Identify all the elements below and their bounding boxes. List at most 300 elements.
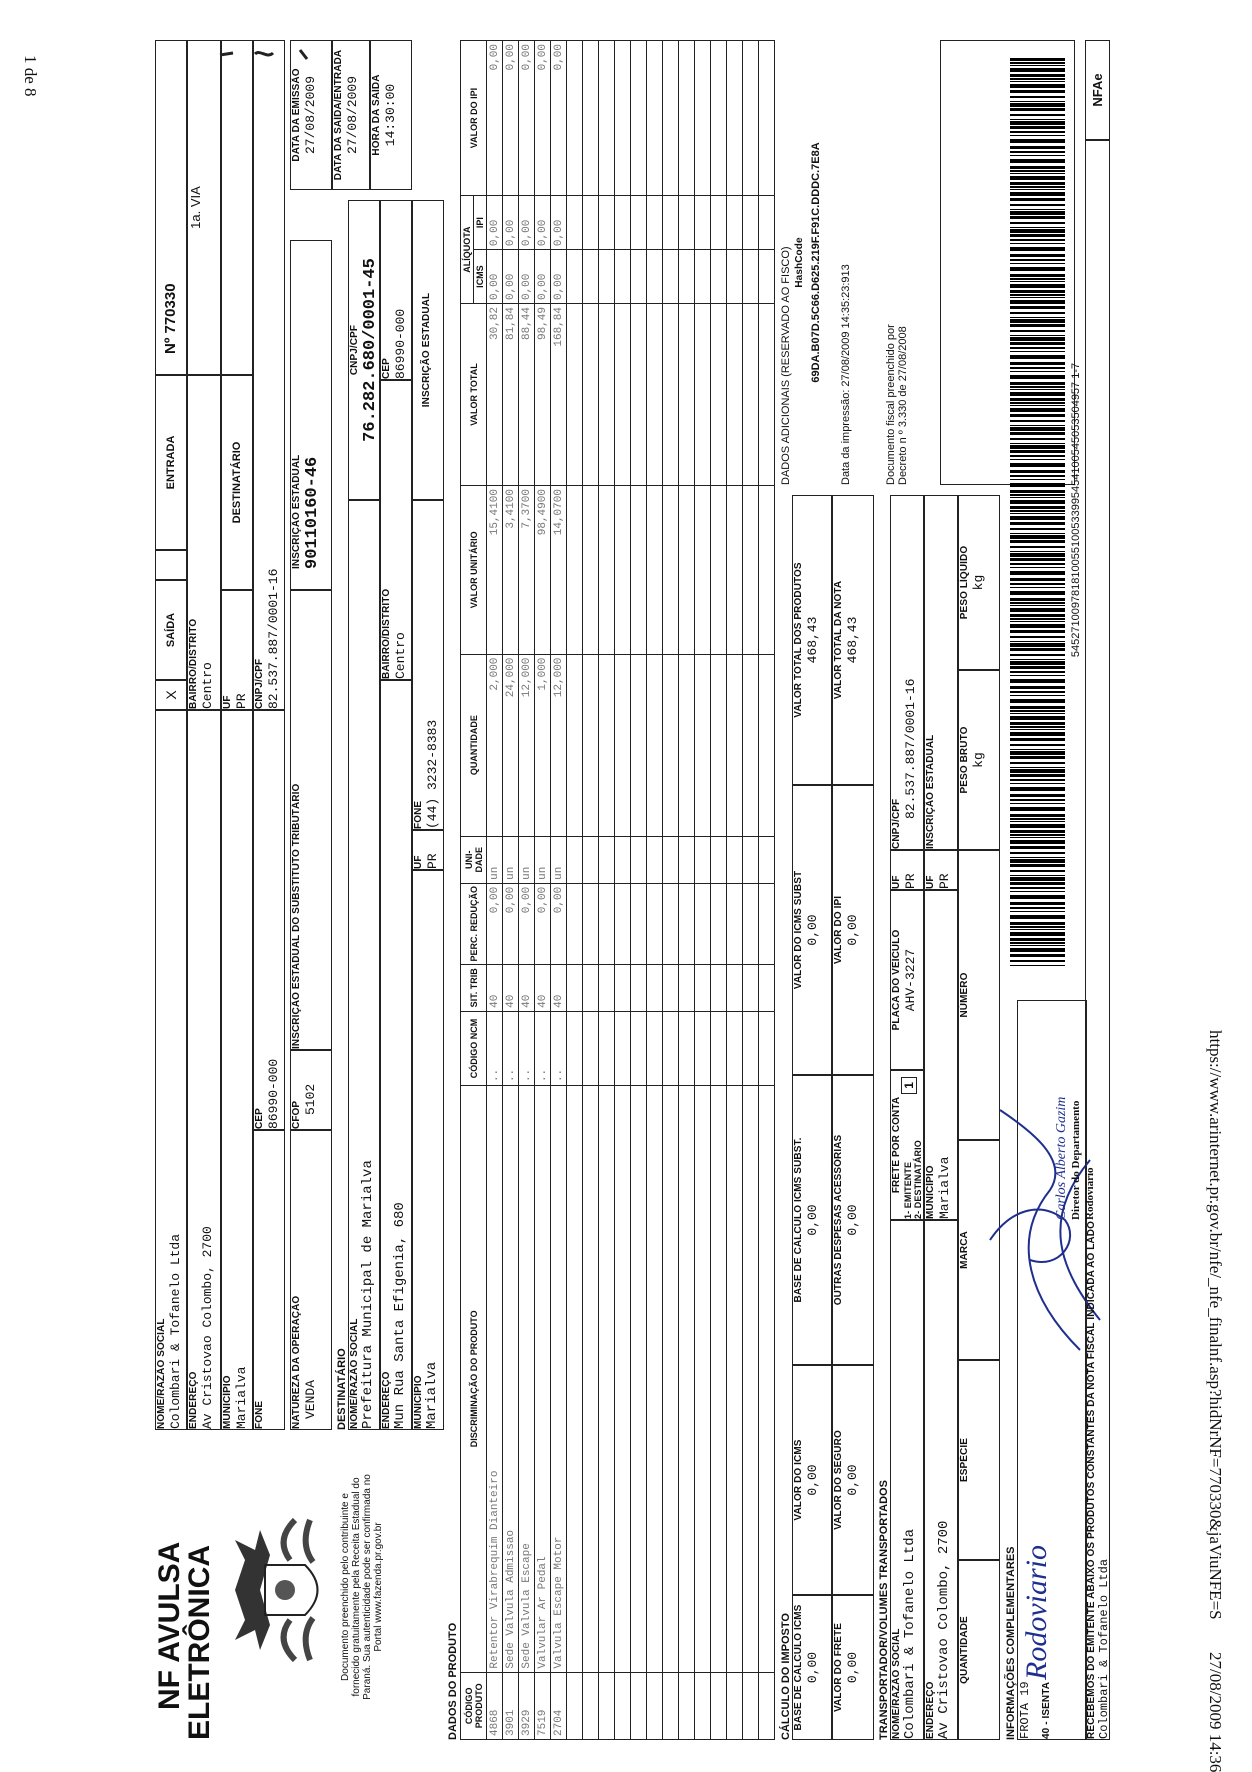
barcode-bar: [1010, 666, 1065, 669]
quantidade-box: [958, 1560, 1000, 1740]
print-datetime: 27/08/2009 14:36: [1206, 1652, 1225, 1772]
table-cell-empty: [727, 836, 743, 883]
col-descricao: DISCRIMINAÇÃO DO PRODUTO: [461, 1086, 487, 1673]
table-cell-empty: [743, 1011, 759, 1085]
table-row-empty: [663, 41, 679, 1740]
barcode-bar: [1010, 490, 1065, 493]
table-cell-empty: [743, 486, 759, 655]
barcode-bar: [1010, 659, 1065, 660]
transp-cnpj: 82.537.887/0001-16: [903, 678, 918, 819]
table-row-empty: [583, 41, 599, 1740]
frete-conta-box: [890, 1070, 924, 1220]
barcode-bar: [1010, 578, 1065, 581]
emitente-cnpj-box: [253, 40, 285, 710]
ie-label: INSCRIÇÃO ESTADUAL: [291, 454, 302, 569]
col-sit: SIT. TRIB: [461, 964, 487, 1011]
table-cell-empty: [599, 836, 615, 883]
table-cell-vipi: 0,00: [487, 41, 503, 196]
barcode-bar: [1010, 243, 1065, 244]
table-cell-empty: [679, 250, 695, 304]
table-cell-descricao: Retentor Virabrequim Dianteiro: [487, 1086, 503, 1673]
page-count: 1 de 8: [21, 55, 40, 97]
table-cell-empty: [743, 654, 759, 836]
table-cell-empty: [711, 1011, 727, 1085]
barcode-bar: [1010, 170, 1065, 172]
barcode-bar: [1010, 661, 1065, 665]
emitente-uf-box: [221, 590, 253, 710]
barcode-bar: [1010, 834, 1065, 836]
barcode-bar: [1010, 716, 1065, 720]
barcode-bar: [1010, 306, 1065, 309]
barcode-bar: [1010, 420, 1065, 422]
transp-uf: PR: [903, 873, 918, 889]
stamp-line3: Rodoviário: [1084, 1167, 1096, 1220]
barcode-bar: [1010, 312, 1065, 314]
barcode-bar: [1010, 459, 1065, 460]
table-cell-empty: [679, 654, 695, 836]
barcode-bar: [1010, 699, 1065, 703]
table-cell-empty: [759, 964, 775, 1011]
table-cell-empty: [583, 654, 599, 836]
doc-title-line1: NF AVULSA: [153, 1541, 186, 1710]
table-cell-empty: [743, 964, 759, 1011]
table-cell-un: un: [551, 836, 567, 883]
barcode-bar: [1010, 875, 1065, 876]
barcode-bar: [1010, 846, 1065, 849]
table-cell-empty: [695, 836, 711, 883]
barcode-bar: [1010, 402, 1065, 404]
dest-ie-box: [412, 200, 444, 500]
placa-box: [890, 890, 924, 1070]
table-cell-empty: [695, 883, 711, 964]
transp-ie-box: [924, 495, 958, 850]
barcode-bar: [1010, 814, 1065, 817]
transp-uf2-box: [924, 850, 958, 890]
table-cell-empty: [599, 654, 615, 836]
barcode-bar: [1010, 475, 1065, 477]
barcode-bar: [1010, 948, 1065, 952]
barcode-bar: [1010, 945, 1065, 946]
table-cell-codigo: 4868: [487, 1672, 503, 1739]
table-cell-empty: [663, 196, 679, 250]
barcode-bar: [1010, 877, 1065, 881]
total-produtos: 468,43: [805, 616, 820, 664]
barcode-bar: [1010, 506, 1065, 509]
quantidade-label: QUANTIDADE: [959, 1616, 970, 1684]
dest-fone-box: [412, 500, 444, 830]
emitente-cep-label: CEP: [254, 1108, 265, 1129]
dest-cnpj-label: CNPJ/CPF: [349, 324, 360, 376]
table-cell-empty: [615, 41, 631, 196]
seguro: 0,00: [845, 1464, 860, 1496]
table-row-empty: [743, 41, 759, 1740]
table-cell-empty: [727, 883, 743, 964]
barcode-bar: [1010, 608, 1065, 612]
table-cell-empty: [599, 196, 615, 250]
barcode-bar: [1010, 567, 1065, 568]
table-row-empty: [567, 41, 583, 1740]
ie-subst-box: [290, 590, 332, 1050]
table-row-empty: [599, 41, 615, 1740]
parana-crest-icon: [225, 1500, 335, 1680]
table-cell-qtd: 12,000: [551, 654, 567, 836]
table-cell-vipi: 0,00: [551, 41, 567, 196]
table-cell-empty: [631, 964, 647, 1011]
barcode-bar: [1010, 173, 1065, 174]
table-cell-empty: [711, 964, 727, 1011]
outras-label: OUTRAS DESPESAS ACESSÓRIAS: [833, 1134, 844, 1306]
imposto-section-label: CÁLCULO DO IMPOSTO: [780, 1613, 792, 1740]
table-cell-empty: [695, 1011, 711, 1085]
table-cell-empty: [631, 304, 647, 486]
transporte-section-label: TRANSPORTADOR/VOLUMES TRANSPORTADOS: [878, 1480, 890, 1740]
table-cell-empty: [711, 304, 727, 486]
via-box: [187, 40, 221, 375]
dest-fone-label: FONE: [413, 800, 424, 829]
table-cell-empty: [727, 1672, 743, 1739]
barcode-bar: [1010, 425, 1065, 426]
barcode-bar: [1010, 204, 1065, 206]
data-saida-box: [332, 40, 370, 190]
barcode-bar: [1010, 516, 1065, 520]
ipi: 0,00: [845, 914, 860, 946]
table-cell-un: un: [535, 836, 551, 883]
barcode-bar: [1010, 960, 1065, 962]
table-cell-empty: [759, 250, 775, 304]
transp-nome-label: NOME/RAZÃO SOCIAL: [891, 1628, 902, 1739]
barcode-bar: [1010, 587, 1065, 588]
table-cell-empty: [759, 1086, 775, 1673]
barcode-bar: [1010, 528, 1065, 530]
barcode-bar: [1010, 386, 1065, 388]
barcode-bar: [1010, 535, 1065, 539]
total-produtos-label: VALOR TOTAL DOS PRODUTOS: [793, 562, 804, 718]
table-cell-empty: [567, 883, 583, 964]
col-aliquota: ALÍQUOTA: [461, 196, 474, 304]
transp-nome-box: [890, 1220, 924, 1740]
placa-label: PLACA DO VEÍCULO: [891, 929, 902, 1031]
table-cell-empty: [679, 836, 695, 883]
outras: 0,00: [845, 1204, 860, 1236]
dest-municipio: Marialva: [424, 1361, 440, 1429]
barcode-bar: [1010, 787, 1065, 791]
barcode-bar: [1010, 375, 1065, 379]
saida-label: SAÍDA: [155, 580, 187, 680]
barcode-bar: [1010, 636, 1065, 638]
transp-endereco-label: ENDEREÇO: [925, 1681, 936, 1739]
emitente-fone-label: FONE: [254, 1400, 265, 1429]
nf-avulsa-document: [150, 40, 1110, 1740]
table-cell-empty: [631, 1011, 647, 1085]
ie-subst-label: INSCRIÇÃO ESTADUAL DO SUBSTITUTO TRIBUTÁRIO: [291, 783, 302, 1049]
table-row-empty: [695, 41, 711, 1740]
barcode-bar: [1010, 135, 1065, 136]
barcode-bar: [1010, 479, 1065, 480]
table-cell-empty: [663, 486, 679, 655]
dest-endereco: Mun Rua Santa Efigenia, 680: [392, 1202, 408, 1429]
table-cell-empty: [599, 883, 615, 964]
table-cell-unit: 7,3700: [519, 486, 535, 655]
dest-cnpj: 76.282.680/0001-45: [361, 258, 380, 442]
barcode-bar: [1010, 146, 1065, 149]
barcode-bar: [1010, 630, 1065, 633]
barcode-bar: [1010, 738, 1065, 741]
barcode-bar: [1010, 954, 1065, 957]
emitente-name-label: NOME/RAZÃO SOCIAL: [156, 1318, 167, 1429]
table-cell-sit: 40: [535, 964, 551, 1011]
table-cell-empty: [663, 1086, 679, 1673]
barcode-bar: [1010, 551, 1065, 552]
table-cell-qtd: 12,000: [519, 654, 535, 836]
table-cell-empty: [615, 836, 631, 883]
table-cell-icms: 0,00: [535, 250, 551, 304]
col-ncm: CÓDIGO NCM: [461, 1011, 487, 1085]
peso-liquido-box: [958, 495, 1000, 670]
barcode-bar: [1010, 591, 1065, 595]
barcode-bar: [1010, 330, 1065, 332]
table-cell-vipi: 0,00: [535, 41, 551, 196]
table-row-empty: [647, 41, 663, 1740]
barcode-bar: [1010, 131, 1065, 133]
hashcode-block: [794, 40, 824, 485]
table-cell-empty: [663, 883, 679, 964]
table-cell-empty: [711, 250, 727, 304]
table-cell-total: 168,84: [551, 304, 567, 486]
transp-municipio-label: MUNICÍPIO: [925, 1165, 936, 1219]
barcode-bar: [1010, 864, 1065, 867]
table-cell-empty: [615, 486, 631, 655]
table-cell-empty: [743, 1086, 759, 1673]
col-qtd: QUANTIDADE: [461, 654, 487, 836]
barcode-bar: [1010, 807, 1065, 811]
table-cell-empty: [727, 964, 743, 1011]
barcode-bar: [1010, 342, 1065, 345]
table-cell-descricao: Valvular Ar Pedal: [535, 1086, 551, 1673]
barcode-bar: [1010, 470, 1065, 473]
barcode-bar: [1010, 267, 1065, 271]
hora-saida-box: [370, 40, 412, 190]
table-cell-empty: [663, 1672, 679, 1739]
barcode-bar: [1010, 84, 1065, 88]
barcode-bar: [1010, 830, 1065, 833]
table-row-empty: [679, 41, 695, 1740]
dest-bairro-label: BAIRRO/DISTRITO: [381, 588, 392, 679]
barcode-bar: [1010, 483, 1065, 487]
dest-nome: Prefeitura Municipal de Marialva: [360, 1160, 376, 1429]
table-cell-empty: [631, 883, 647, 964]
barcode-bar: [1010, 445, 1065, 449]
base-icms-label: BASE DE CÁLCULO ICMS: [793, 1604, 804, 1731]
table-cell-descricao: Valvula Escape Motor: [551, 1086, 567, 1673]
barcode-bar: [1010, 281, 1065, 282]
table-cell-empty: [583, 196, 599, 250]
barcode-bar: [1010, 101, 1065, 102]
barcode-bar: [1010, 216, 1065, 219]
table-cell-ipi: 0,00: [487, 196, 503, 250]
dest-nome-box: [348, 500, 380, 1430]
barcode-bar: [1010, 938, 1065, 941]
table-cell-empty: [583, 486, 599, 655]
table-cell-empty: [647, 304, 663, 486]
table-row-empty: [727, 41, 743, 1740]
hashcode: 69DA.B07D.5C66.D625.219F.F91C.DDDC.7E8A: [810, 142, 822, 383]
table-cell-empty: [727, 196, 743, 250]
emitente-municipio: Marialva: [234, 1366, 249, 1429]
table-cell-empty: [615, 883, 631, 964]
peso-bruto-label: PESO BRUTO: [959, 726, 970, 794]
data-emissao-label: DATA DA EMISSÃO: [291, 68, 302, 162]
table-cell-empty: [599, 1011, 615, 1085]
barcode-bar: [1010, 744, 1065, 746]
table-cell-qtd: 1,000: [535, 654, 551, 836]
dest-fone: (44) 3232-8383: [425, 719, 440, 829]
total-nota-label: VALOR TOTAL DA NOTA: [833, 580, 844, 700]
dest-cep-label: CEP: [381, 358, 392, 379]
barcode-bar: [1010, 367, 1065, 369]
table-cell-empty: [567, 1672, 583, 1739]
barcode-bar: [1010, 553, 1065, 557]
base-icms: 0,00: [805, 1651, 820, 1684]
barcode-bar: [1010, 227, 1065, 228]
table-cell-qtd: 2,000: [487, 654, 503, 836]
emitente-bairro-label: BAIRRO/DISTRITO: [188, 618, 199, 709]
table-cell-empty: [647, 250, 663, 304]
table-cell-empty: [743, 304, 759, 486]
barcode-bar: [1010, 767, 1065, 768]
barcode-bar: [1010, 65, 1065, 66]
table-cell-perc: 0,00: [535, 883, 551, 964]
table-cell-empty: [743, 41, 759, 196]
barcode-bar: [1010, 68, 1065, 72]
stamp-line2: Diretor do Departamento: [1070, 1100, 1082, 1220]
barcode-bar: [1010, 222, 1065, 224]
table-cell-empty: [695, 250, 711, 304]
table-cell-un: un: [519, 836, 535, 883]
table-cell-empty: [695, 41, 711, 196]
barcode-bar: [1010, 355, 1065, 359]
barcode-bar: [1010, 915, 1065, 919]
barcode-bar: [1010, 211, 1065, 215]
barcode-icon: [1010, 50, 1065, 970]
barcode-bar: [1010, 621, 1065, 622]
table-row: [551, 41, 567, 1740]
frete-opt1: 1- EMITENTE: [903, 1161, 913, 1219]
barcode-bar: [1010, 300, 1065, 304]
table-cell-empty: [583, 41, 599, 196]
barcode-bar: [1010, 347, 1065, 349]
barcode-bar: [1010, 598, 1065, 601]
barcode-bar: [1010, 74, 1065, 77]
base-subst-box: [792, 1075, 832, 1365]
barcode-bar: [1010, 414, 1065, 417]
table-cell-empty: [631, 41, 647, 196]
barcode-bar: [1010, 438, 1065, 440]
table-cell-total: 88,44: [519, 304, 535, 486]
table-cell-empty: [647, 196, 663, 250]
frete-conta: 1: [901, 1077, 917, 1094]
barcode-bar: [1010, 497, 1065, 498]
valor-icms-label: VALOR DO ICMS: [793, 1439, 804, 1521]
barcode-bar: [1010, 533, 1065, 534]
col-codigo: CÓDIGO PRODUTO: [461, 1672, 487, 1739]
table-cell-empty: [647, 41, 663, 196]
table-cell-vipi: 0,00: [503, 41, 519, 196]
transp-uf-box: [890, 850, 924, 890]
barcode-bar: [1010, 108, 1065, 111]
table-cell-empty: [631, 486, 647, 655]
peso-bruto-un: kg: [971, 752, 986, 768]
barcode-bar: [1010, 882, 1065, 885]
table-row-empty: [631, 41, 647, 1740]
doc-info-text: Documento preenchido pelo contribuinte e fornecido gratuitamente pela Receita Estadual do Paraná. Sua autenticidade pode ser confirmada no Portal www.fazenda.pr.gov.br: [340, 1474, 384, 1700]
barcode-bar: [1010, 762, 1065, 764]
emitente-cnpj-label: CNPJ/CPF: [254, 658, 265, 709]
table-cell-empty: [647, 1086, 663, 1673]
table-row-empty: [711, 41, 727, 1740]
valor-subst: 0,00: [805, 914, 820, 946]
table-cell-empty: [647, 486, 663, 655]
table-cell-empty: [583, 1011, 599, 1085]
barcode-bar: [1010, 198, 1065, 201]
barcode-bar: [1010, 319, 1065, 323]
emitente-endereco: Av Cristovao Colombo, 2700: [200, 1226, 215, 1429]
total-produtos-box: [792, 495, 832, 785]
cfop: 5102: [303, 1083, 318, 1115]
table-cell-empty: [631, 196, 647, 250]
barcode-bar: [1010, 695, 1065, 696]
table-cell-ncm: ..: [487, 1011, 503, 1085]
valor-icms: 0,00: [805, 1464, 820, 1496]
transp-cnpj-label: CNPJ/CPF: [891, 798, 902, 849]
barcode-bar: [1010, 522, 1065, 525]
total-nota: 468,43: [845, 616, 860, 664]
transp-uf-label: UF: [891, 875, 902, 889]
table-cell-qtd: 24,000: [503, 654, 519, 836]
transp-municipio-box: [924, 890, 958, 1220]
table-cell-ncm: ..: [503, 1011, 519, 1085]
table-cell-empty: [679, 1086, 695, 1673]
col-un: UNI-DADE: [461, 836, 487, 883]
frete: 0,00: [845, 1651, 860, 1684]
barcode-bar: [1010, 389, 1065, 390]
page-url: https://www.arinternet.pr.gov.br/nfe/_nfe_finalnf.asp?hidNrNF=770330&jaViuNFE=S: [1206, 1030, 1225, 1620]
table-cell-empty: [567, 250, 583, 304]
table-cell-empty: [695, 486, 711, 655]
table-cell-empty: [759, 1011, 775, 1085]
table-cell-empty: [711, 41, 727, 196]
dest-cep-box: [380, 200, 412, 380]
barcode-bar: [1010, 247, 1065, 251]
barcode-bar: [1010, 432, 1065, 435]
barcode-bar: [1010, 362, 1065, 365]
table-cell-unit: 14,0700: [551, 486, 567, 655]
decreto-line2: Decreto n º 3.330 de 27/08/2008: [897, 326, 909, 485]
barcode-bar: [1010, 513, 1065, 514]
barcode-bar: [1010, 605, 1065, 606]
table-cell-empty: [727, 1011, 743, 1085]
table-cell-ipi: 0,00: [551, 196, 567, 250]
barcode-bar: [1010, 710, 1065, 712]
dest-uf-label: UF: [413, 855, 424, 869]
table-cell-vipi: 0,00: [519, 41, 535, 196]
table-cell-empty: [631, 654, 647, 836]
natureza-box: [290, 1130, 332, 1430]
barcode-bar: [1010, 450, 1065, 453]
header-brand: [153, 1430, 384, 1740]
table-cell-empty: [711, 654, 727, 836]
recebemos-nome: Colombari & Tofanelo Ltda: [1097, 1558, 1111, 1739]
numero-box: [958, 850, 1000, 1140]
